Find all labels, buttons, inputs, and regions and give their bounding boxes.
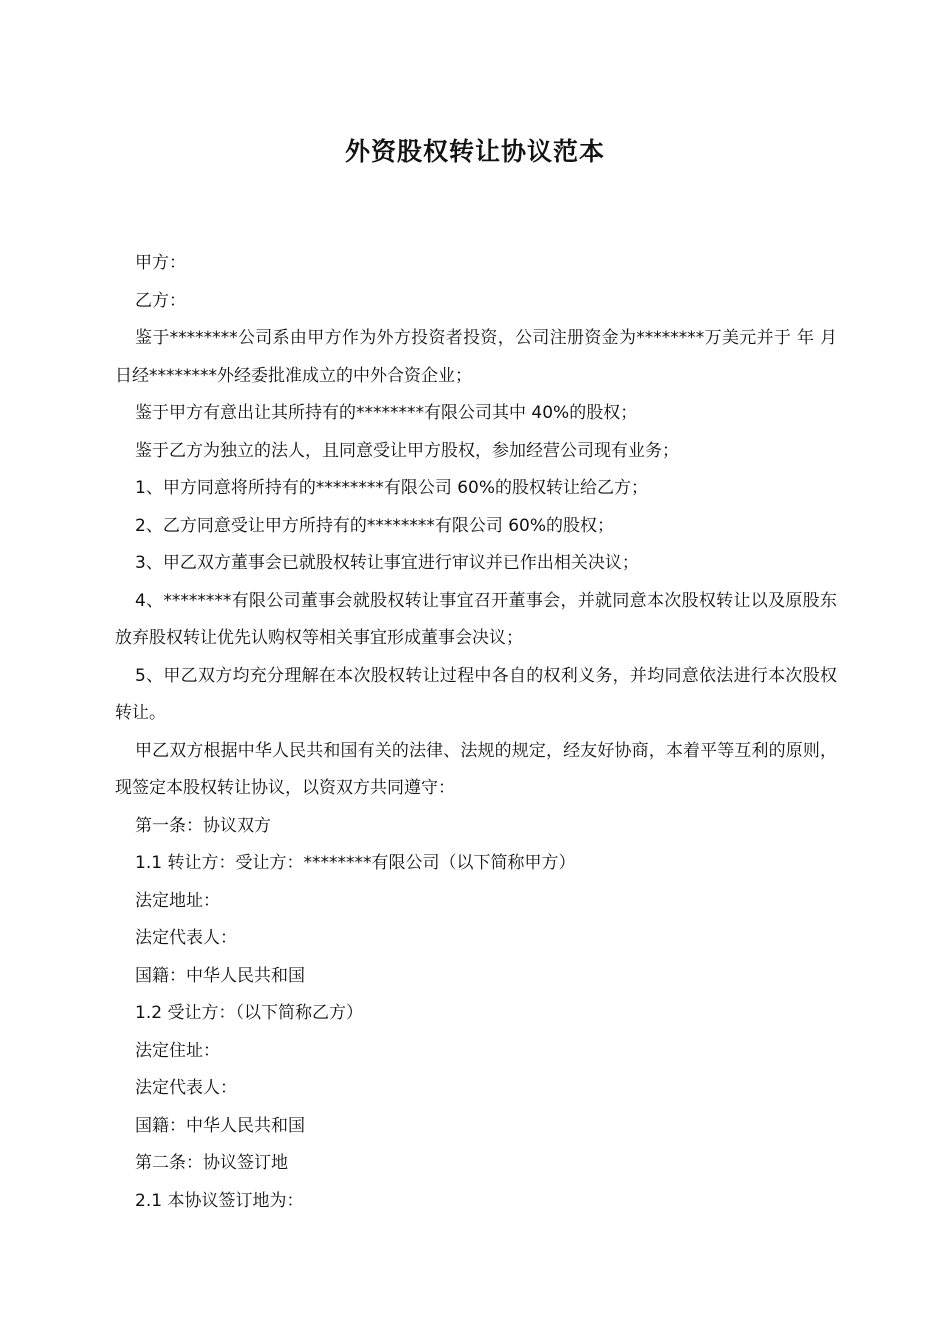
field-line: 法定住址：: [135, 1040, 220, 1061]
party-a-line: 甲方：: [135, 253, 186, 273]
numbered-clause: 3、甲乙双方董事会已就股权转让事宜进行审议并已作出相关决议；: [135, 553, 639, 573]
numbered-clause: 2、乙方同意受让甲方所持有的********有限公司 60%的股权；: [135, 515, 615, 536]
article-heading: 第一条：协议双方: [135, 815, 271, 836]
recital-paragraph: 鉴于********公司系由甲方作为外方投资者投资，公司注册资金为********万美元并于 年 月 日经********外经委批准成立的中外合资企业；: [115, 328, 837, 386]
section-line: 2.1 本协议签订地为：: [135, 1190, 304, 1211]
document-title: 外资股权转让协议范本: [344, 137, 605, 166]
document-body: [115, 245, 837, 1220]
numbered-clause: 1、甲方同意将所持有的********有限公司 60%的股权转让给乙方；: [135, 478, 649, 498]
numbered-clause: 4、********有限公司董事会就股权转让事宜召开董事会，并就同意本次股权转让以及原股东放弃股权转让优先认购权等相关事宜形成董事会决议；: [115, 590, 837, 648]
article-heading: 第二条：协议签订地: [135, 1153, 288, 1173]
agreement-preamble: 甲乙双方根据中华人民共和国有关的法律、法规的规定，经友好协商，本着平等互利的原则，现签定本股权转让协议，以资双方共同遵守：: [115, 740, 837, 798]
section-line: 1.2 受让方：（以下简称乙方）: [135, 1003, 363, 1023]
numbered-clause: 5、甲乙双方均充分理解在本次股权转让过程中各自的权利义务，并均同意依法进行本次股权转让。: [115, 665, 837, 723]
party-b-line: 乙方：: [135, 290, 186, 311]
field-line: 法定地址：: [135, 890, 220, 911]
field-line: 法定代表人：: [135, 1078, 237, 1098]
field-line: 国籍：中华人民共和国: [135, 965, 305, 986]
section-line: 1.1 转让方：受让方：********有限公司（以下简称甲方）: [135, 853, 576, 873]
field-line: 国籍：中华人民共和国: [135, 1115, 305, 1136]
recital-paragraph: 鉴于乙方为独立的法人，且同意受让甲方股权，参加经营公司现有业务；: [135, 440, 679, 461]
recital-paragraph: 鉴于甲方有意出让其所持有的********有限公司其中 40%的股权；: [135, 403, 638, 423]
field-line: 法定代表人：: [135, 928, 237, 948]
